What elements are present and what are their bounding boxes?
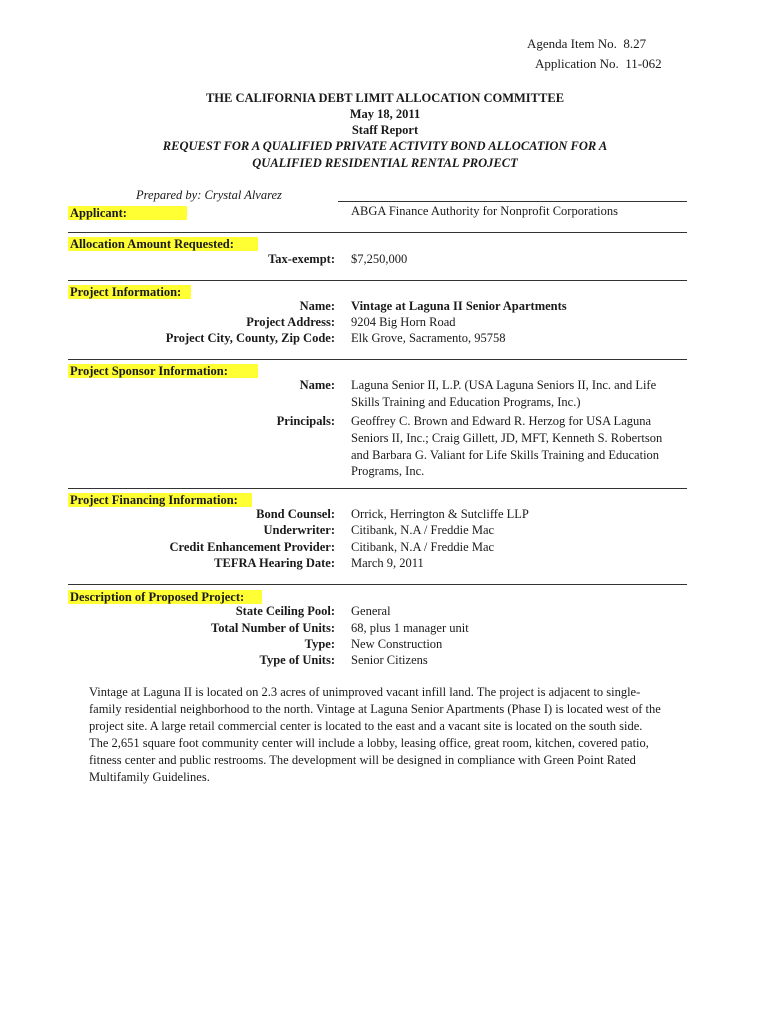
underwriter-value: Citibank, N.A / Freddie Mac <box>351 523 495 537</box>
committee-title: THE CALIFORNIA DEBT LIMIT ALLOCATION COMMITTEE <box>205 91 565 105</box>
credit-enhancement-label: Credit Enhancement Provider: <box>169 540 335 554</box>
divider <box>68 584 687 585</box>
agenda-label: Agenda Item No. <box>527 36 617 51</box>
divider <box>338 201 687 202</box>
type-label: Type: <box>304 637 335 651</box>
request-line-2: QUALIFIED RESIDENTIAL RENTAL PROJECT <box>252 156 518 170</box>
unit-type-value: Senior Citizens <box>351 653 428 667</box>
applicant-heading: Applicant: <box>68 204 187 222</box>
principals-line-4: Programs, Inc. <box>351 464 425 478</box>
application-label: Application No. <box>535 56 619 71</box>
principals-label: Principals: <box>276 414 335 428</box>
divider <box>68 359 687 360</box>
project-address-value: 9204 Big Horn Road <box>351 315 456 329</box>
financing-heading: Project Financing Information: <box>68 491 252 509</box>
applicant-value: ABGA Finance Authority for Nonprofit Corporations <box>351 204 618 218</box>
divider <box>68 280 687 281</box>
sponsor-name-label: Name: <box>299 378 335 392</box>
tax-exempt-value: $7,250,000 <box>351 252 408 266</box>
agenda-value: 8.27 <box>623 36 647 51</box>
description-line-3: project site. A large retail commercial center is located to the east and a vacant site is located on the south side. <box>89 719 643 733</box>
tax-exempt-label: Tax-exempt: <box>268 252 335 266</box>
description-line-1: Vintage at Laguna II is located on 2.3 acres of unimproved vacant infill land. The project is adjacent to single- <box>89 685 641 699</box>
request-line-1: REQUEST FOR A QUALIFIED PRIVATE ACTIVITY BOND ALLOCATION FOR A <box>162 139 608 153</box>
description-line-4: The 2,651 square foot community center will include a lobby, leasing office, great room, kitchen, covered patio, <box>89 736 649 750</box>
project-city-value: Elk Grove, Sacramento, 95758 <box>351 331 506 345</box>
application-value: 11-062 <box>625 56 662 71</box>
application-number <box>535 56 662 72</box>
agenda-item <box>527 36 646 52</box>
total-units-value: 68, plus 1 manager unit <box>351 621 469 635</box>
sponsor-heading: Project Sponsor Information: <box>68 362 258 380</box>
bond-counsel-label: Bond Counsel: <box>256 507 335 521</box>
state-ceiling-pool-value: General <box>351 604 391 618</box>
principals-line-3: and Barbara G. Valiant for Life Skills Training and Education <box>351 448 660 462</box>
sponsor-name-line-2: Skills Training and Education Programs, Inc.) <box>351 395 581 409</box>
state-ceiling-pool-label: State Ceiling Pool: <box>235 604 335 618</box>
principals-line-2: Seniors II, Inc.; Craig Gillett, JD, MFT, Kenneth S. Robertson <box>351 431 663 445</box>
project-name-value: Vintage at Laguna II Senior Apartments <box>351 299 567 313</box>
bond-counsel-value: Orrick, Herrington & Sutcliffe LLP <box>351 507 529 521</box>
report-type: Staff Report <box>351 123 419 137</box>
underwriter-label: Underwriter: <box>263 523 335 537</box>
description-line-2: family residential neighborhood to the north. Vintage at Laguna Senior Apartments (Phase I) is located west of the <box>89 702 661 716</box>
principals-line-1: Geoffrey C. Brown and Edward R. Herzog for USA Laguna <box>351 414 652 428</box>
unit-type-label: Type of Units: <box>259 653 335 667</box>
type-value: New Construction <box>351 637 443 651</box>
project-name-label: Name: <box>299 299 335 313</box>
description-line-5: fitness center and public restrooms. The development will be designed in compliance with Green Point Rated <box>89 753 636 767</box>
project-info-heading: Project Information: <box>68 283 191 301</box>
project-address-label: Project Address: <box>246 315 335 329</box>
description-line-6: Multifamily Guidelines. <box>89 770 210 784</box>
tefra-value: March 9, 2011 <box>351 556 424 570</box>
divider <box>68 488 687 489</box>
tefra-label: TEFRA Hearing Date: <box>214 556 335 570</box>
prepared-by: Prepared by: Crystal Alvarez <box>136 188 282 202</box>
total-units-label: Total Number of Units: <box>211 621 335 635</box>
project-city-label: Project City, County, Zip Code: <box>165 331 335 345</box>
divider <box>68 232 687 233</box>
description-heading: Description of Proposed Project: <box>68 588 262 606</box>
sponsor-name-line-1: Laguna Senior II, L.P. (USA Laguna Seniors II, Inc. and Life <box>351 378 657 392</box>
credit-enhancement-value: Citibank, N.A / Freddie Mac <box>351 540 495 554</box>
report-date: May 18, 2011 <box>349 107 421 121</box>
allocation-heading: Allocation Amount Requested: <box>68 235 258 253</box>
